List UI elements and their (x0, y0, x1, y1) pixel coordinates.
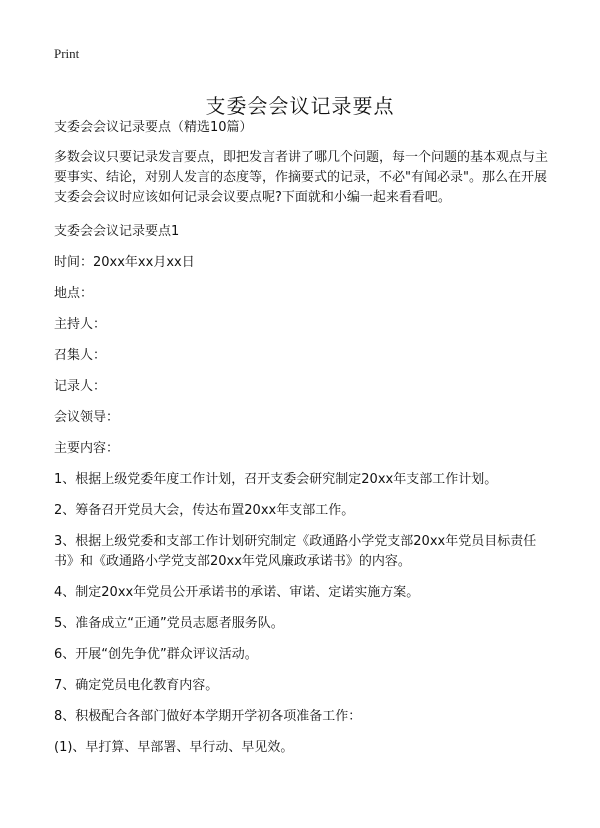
list-item: 8、积极配合各部门做好本学期开学初各项准备工作： (54, 709, 362, 724)
field-recorder: 记录人： (54, 379, 107, 394)
document-subtitle: 支委会会议记录要点（精选10篇） (54, 120, 253, 135)
list-item: 2、筹备召开党员大会，传达布置20xx年支部工作。 (54, 503, 355, 518)
list-item: 4、制定20xx年党员公开承诺书的承诺、审诺、定诺实施方案。 (54, 585, 420, 600)
field-convener: 召集人： (54, 348, 107, 363)
document-title: 支委会会议记录要点 (205, 94, 395, 119)
field-time: 时间：20xx年xx月xx日 (54, 255, 195, 270)
list-item: 1、根据上级党委年度工作计划，召开支委会研究制定20xx年支部工作计划。 (54, 472, 498, 487)
list-item: 7、确定党员电化教育内容。 (54, 678, 219, 693)
field-main-content: 主要内容： (54, 441, 120, 456)
list-item: 3、根据上级党委和支部工作计划研究制定《政通路小学党支部20xx年党员目标责任书》和《政通路小学党支部20xx年党风廉政承诺书》的内容。 (54, 534, 537, 569)
field-leaders: 会议领导： (54, 410, 120, 425)
list-item: 6、开展“创先争优”群众评议活动。 (54, 647, 258, 662)
print-label: Print (54, 46, 80, 61)
list-item: (1)、早打算、早部署、早行动、早见效。 (54, 740, 294, 755)
intro-paragraph: 多数会议只要记录发言要点，即把发言者讲了哪几个问题，每一个问题的基本观点与主要事实、结论，对别人发言的态度等，作摘要式的记录，不必"有闻必录"。那么在开展支委会会议时应该如何记录会议要点呢?下面就和小编一起来看看吧。 (54, 150, 549, 205)
section-heading: 支委会会议记录要点1 (54, 224, 180, 239)
document-body (54, 118, 554, 769)
field-location: 地点： (54, 286, 94, 301)
list-item: 5、准备成立“正通”党员志愿者服务队。 (54, 616, 284, 631)
field-host: 主持人： (54, 317, 107, 332)
